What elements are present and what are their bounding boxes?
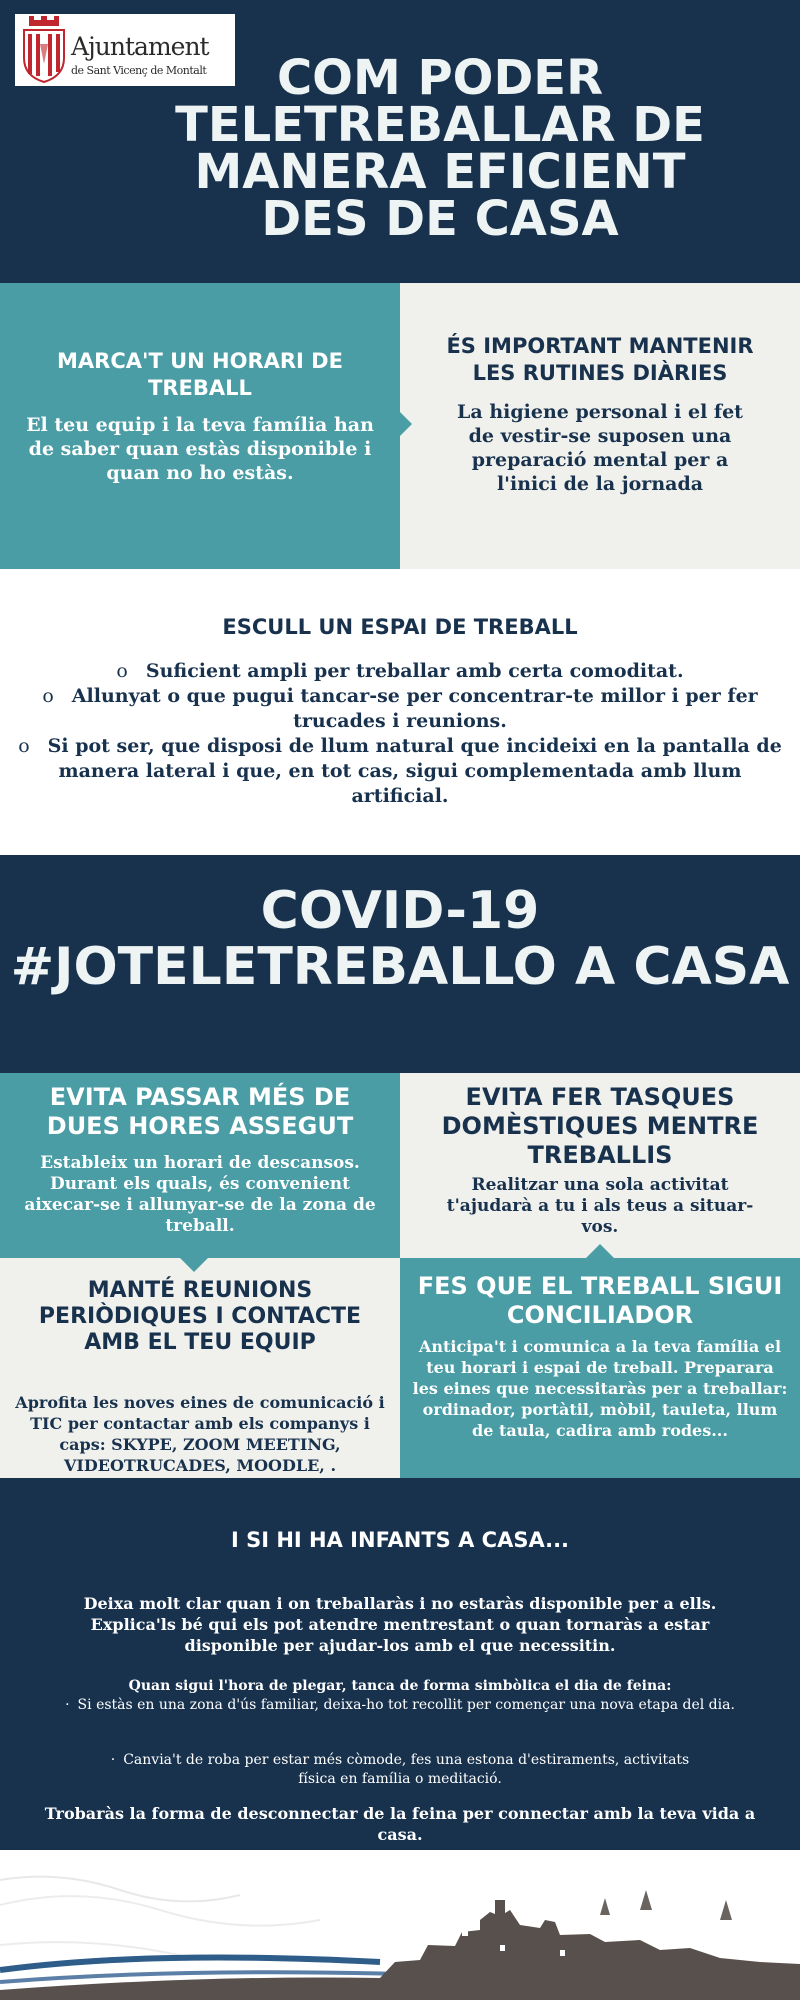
list-item-text: Suficient ampli per treballar amb certa comoditat.	[145, 660, 684, 682]
tip-schedule-text: El teu equip i la teva família han de saber quan estàs disponible i quan no ho estàs.	[26, 414, 374, 484]
list-item	[0, 659, 800, 684]
list-item-text: Allunyat o que pugui tancar-se per concentrar-te millor i per fer trucades i reunions.	[71, 685, 758, 732]
tip-schedule-heading: MARCA'T UN HORARI DE TREBALL	[57, 349, 343, 400]
bullet: ·	[110, 1752, 116, 1768]
children-heading: I SI HI HA INFANTS A CASA...	[230, 1528, 570, 1552]
footer-skyline	[0, 1850, 800, 2000]
tip-reconcile-box	[400, 1258, 800, 1478]
tip-meetings-text: Aprofita les noves eines de comunicació i TIC per contactar amb els companys i caps: SKYPE, ZOOM MEETING, VIDEOTRUCADES, MOODLE, .	[15, 1393, 385, 1475]
list-item	[0, 734, 800, 809]
bullet-text: Si estàs en una zona d'ús familiar, deixa-ho tot recollit per començar una nova etapa del dia.	[77, 1697, 735, 1713]
tip-routines-heading: ÉS IMPORTANT MANTENIR LES RUTINES DIÀRIES	[446, 334, 754, 385]
bullet: o	[116, 660, 128, 682]
arrow-up-icon	[586, 1244, 614, 1258]
workspace-section	[0, 569, 800, 855]
bullet-text: Canvia't de roba per estar més còmode, fes una estona d'estiraments, activitats física en família o meditació.	[123, 1752, 690, 1787]
list-item	[0, 684, 800, 734]
workspace-heading: ESCULL UN ESPAI DE TREBALL	[222, 615, 578, 639]
tip-reconcile-heading: FES QUE EL TREBALL SIGUI CONCILIADOR	[417, 1272, 783, 1329]
tip-breaks-box	[0, 1073, 400, 1258]
tip-breaks-heading: EVITA PASSAR MÉS DE DUES HORES ASSEGUT	[46, 1083, 354, 1140]
covid-hashtag: #JOTELETREBALLO A CASA	[10, 937, 790, 997]
tip-breaks-text: Estableix un horari de descansos. Durant els quals, és convenient aixecar-se i allunyar-se de la zona de treball.	[24, 1153, 376, 1236]
bullet: ·	[65, 1697, 70, 1713]
tip-meetings-box	[0, 1258, 400, 1478]
covid-banner	[0, 855, 800, 1073]
tip-routines-text: La higiene personal i el fet de vestir-se suposen una preparació mental per a l'inici de la jornada	[457, 401, 743, 495]
arrow-right-icon	[400, 412, 412, 436]
covid-title: COVID-19	[260, 881, 540, 941]
children-paragraph: Deixa molt clar quan i on treballaràs i no estaràs disponible per a ells. Explica'ls bé qui els pot atendre mentrestant o quan tornaràs a estar disponible per ajudar-los amb el que necessitin.	[83, 1594, 717, 1655]
children-section	[0, 1478, 800, 1850]
tip-meetings-heading: MANTÉ REUNIONS PERIÒDIQUES I CONTACTE AMB EL TEU EQUIP	[38, 1278, 362, 1355]
bullet: o	[42, 685, 54, 707]
tip-chores-box	[400, 1073, 800, 1258]
page-title: COM PODER TELETREBALLAR DE MANERA EFICIENT DES DE CASA	[175, 50, 705, 247]
bullet: o	[18, 735, 30, 757]
tip-schedule-box	[0, 283, 400, 569]
logo-main-text: Ajuntament	[71, 32, 209, 61]
list-item-text: Si pot ser, que disposi de llum natural que incideixi en la pantalla de manera lateral i que, en tot cas, sigui complementada amb llum artificial.	[47, 735, 782, 807]
tip-routines-box	[400, 283, 800, 569]
children-subheading: Quan sigui l'hora de plegar, tanca de forma simbòlica el dia de feina:	[128, 1678, 672, 1694]
header-banner	[0, 0, 800, 283]
tip-reconcile-text: Anticipa't i comunica a la teva família el teu horari i espai de treball. Preparara les eines que necessitaràs per a treballar: ordinador, portàtil, mòbil, tauleta, llum de taula, cadira amb rodes...	[412, 1337, 788, 1440]
tip-chores-text: Realitzar una sola activitat t'ajudarà a tu i als teus a situar-vos.	[446, 1175, 754, 1237]
children-closing: Trobaràs la forma de desconnectar de la feina per connectar amb la teva vida a casa.	[44, 1804, 756, 1844]
workspace-list	[0, 659, 800, 809]
children-bullet-2	[100, 1751, 700, 1789]
arrow-down-icon	[180, 1258, 208, 1272]
town-skyline-icon	[0, 1850, 800, 2000]
logo-sub-text: de Sant Vicenç de Montalt	[71, 64, 207, 77]
children-bullet-1	[55, 1696, 745, 1715]
tip-chores-heading: EVITA FER TASQUES DOMÈSTIQUES MENTRE TREBALLIS	[441, 1083, 759, 1169]
